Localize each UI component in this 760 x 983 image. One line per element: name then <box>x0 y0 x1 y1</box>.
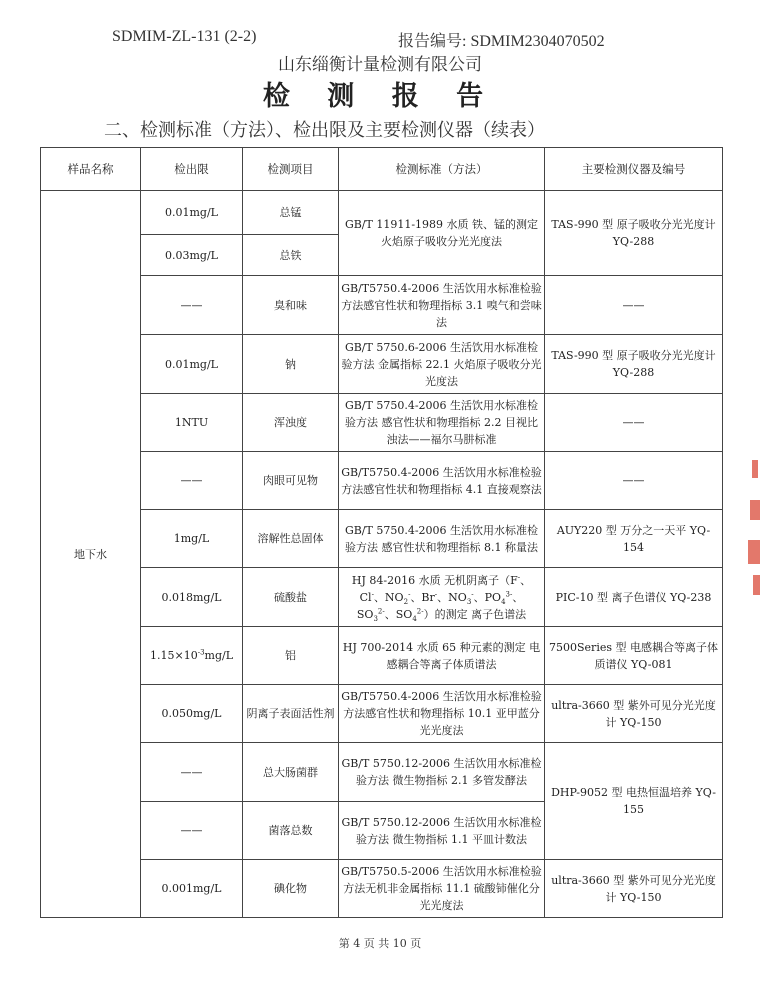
standard-cell: GB/T 11911-1989 水质 铁、锰的测定 火焰原子吸收分光光度法 <box>339 191 545 276</box>
standard-cell: GB/T5750.5-2006 生活饮用水标准检验方法无机非金属指标 11.1 硫酸铈催化分光光度法 <box>339 860 545 918</box>
table-row <box>41 685 723 743</box>
table-row <box>41 394 723 452</box>
standard-cell: GB/T5750.4-2006 生活饮用水标准检验方法感官性状和物理指标 3.1 嗅气和尝味法 <box>339 276 545 335</box>
standard-text: ）的测定 离子色谱法 <box>423 607 527 621</box>
standard-cell: GB/T 5750.6-2006 生活饮用水标准检验方法 金属指标 22.1 火焰原子吸收分光光度法 <box>339 335 545 394</box>
standard-text: 、NO <box>373 590 404 604</box>
header-standard: 检测标准（方法） <box>339 148 545 191</box>
limit-text: 1.15×10 <box>149 649 198 662</box>
report-number: 报告编号: SDMIM2304070502 <box>398 33 605 50</box>
item-cell: 菌落总数 <box>243 802 339 860</box>
limit-cell: —— <box>141 276 243 335</box>
instrument-cell: 7500Series 型 电感耦合等离子体质谱仪 YQ-081 <box>545 627 723 685</box>
standard-text: 、SO <box>356 590 524 621</box>
header-test-item: 检测项目 <box>243 148 339 191</box>
item-cell: 肉眼可见物 <box>243 452 339 510</box>
standard-cell: GB/T 5750.4-2006 生活饮用水标准检验方法 感官性状和物理指标 8.1 称量法 <box>339 510 545 568</box>
limit-cell: 1NTU <box>141 394 243 452</box>
report-title: 检 测 报 告 <box>262 81 498 112</box>
instrument-cell: ultra-3660 型 紫外可见分光光度计 YQ-150 <box>545 685 723 743</box>
header-detection-limit: 检出限 <box>141 148 243 191</box>
table-row <box>41 568 723 627</box>
limit-cell: 0.001mg/L <box>141 860 243 918</box>
item-cell: 总锰 <box>243 191 339 235</box>
instrument-cell: —— <box>545 452 723 510</box>
item-cell: 臭和味 <box>243 276 339 335</box>
limit-exponent: -3 <box>197 648 205 657</box>
limit-cell: 0.01mg/L <box>141 335 243 394</box>
limit-cell: 0.01mg/L <box>141 191 243 235</box>
instrument-cell: TAS-990 型 原子吸收分光光度计 YQ-288 <box>545 191 723 276</box>
standard-text: 、Cl <box>359 573 532 604</box>
limit-cell <box>141 627 243 685</box>
item-cell: 铝 <box>243 627 339 685</box>
standard-text: 、Br <box>410 590 435 604</box>
instrument-cell: TAS-990 型 原子吸收分光光度计 YQ-288 <box>545 335 723 394</box>
standard-cell: GB/T5750.4-2006 生活饮用水标准检验方法感官性状和物理指标 4.1 直接观察法 <box>339 452 545 510</box>
sample-name-cell: 地下水 <box>41 191 141 918</box>
item-cell: 浑浊度 <box>243 394 339 452</box>
document-code: SDMIM-ZL-131 (2-2) <box>112 28 257 45</box>
limit-cell: —— <box>141 743 243 802</box>
table-header-row <box>41 148 723 191</box>
item-cell: 碘化物 <box>243 860 339 918</box>
item-cell: 硫酸盐 <box>243 568 339 627</box>
limit-cell: —— <box>141 802 243 860</box>
item-cell: 总大肠菌群 <box>243 743 339 802</box>
standard-cell: GB/T 5750.4-2006 生活饮用水标准检验方法 感官性状和物理指标 2.2 目视比浊法——福尔马肼标准 <box>339 394 545 452</box>
limit-cell: 0.03mg/L <box>141 235 243 276</box>
item-cell: 钠 <box>243 335 339 394</box>
standards-table <box>40 147 723 918</box>
limit-cell: —— <box>141 452 243 510</box>
table-row <box>41 276 723 335</box>
instrument-cell: —— <box>545 276 723 335</box>
instrument-cell: PIC-10 型 离子色谱仪 YQ-238 <box>545 568 723 627</box>
table-row <box>41 452 723 510</box>
section-title: 二、检测标准（方法）、检出限及主要检测仪器（续表） <box>104 120 545 141</box>
header-sample-name: 样品名称 <box>41 148 141 191</box>
standard-text: 、NO <box>437 590 467 604</box>
table-row <box>41 627 723 685</box>
standard-cell: GB/T 5750.12-2006 生活饮用水标准检验方法 微生物指标 1.1 平皿计数法 <box>339 802 545 860</box>
item-cell: 总铁 <box>243 235 339 276</box>
item-cell: 阴离子表面活性剂 <box>243 685 339 743</box>
page-number: 第 4 页 共 10 页 <box>338 937 422 950</box>
standard-cell: GB/T5750.4-2006 生活饮用水标准检验方法感官性状和物理指标 10.1 亚甲蓝分光光度法 <box>339 685 545 743</box>
stamp-fragment <box>738 0 760 983</box>
standard-text: 、SO <box>384 607 413 621</box>
standard-cell: HJ 84-2016 水质 无机阴离子（F-、Cl-、$NO_2^-$、Br-、$NO_3^-$、$PO_4^{3-}$、$SO_3^{2-}$、$SO_4^{2-}$）的测定 离子色谱法 <box>339 568 545 627</box>
instrument-cell: ultra-3660 型 紫外可见分光光度计 YQ-150 <box>545 860 723 918</box>
table-row <box>41 743 723 802</box>
limit-cell: 1mg/L <box>141 510 243 568</box>
limit-unit: mg/L <box>204 649 234 662</box>
standard-cell: GB/T 5750.12-2006 生活饮用水标准检验方法 微生物指标 2.1 多管发酵法 <box>339 743 545 802</box>
standard-text: 、PO <box>473 590 502 604</box>
instrument-cell: —— <box>545 394 723 452</box>
instrument-cell: DHP-9052 型 电热恒温培养 YQ-155 <box>545 743 723 860</box>
limit-cell: 0.018mg/L <box>141 568 243 627</box>
limit-cell: 0.050mg/L <box>141 685 243 743</box>
table-row <box>41 860 723 918</box>
table-row <box>41 335 723 394</box>
item-cell: 溶解性总固体 <box>243 510 339 568</box>
table-row <box>41 510 723 568</box>
table-row <box>41 191 723 235</box>
standard-text: HJ 84-2016 水质 无机阴离子（F <box>351 573 518 587</box>
header-instrument: 主要检测仪器及编号 <box>545 148 723 191</box>
standard-cell: HJ 700-2014 水质 65 种元素的测定 电感耦合等离子体质谱法 <box>339 627 545 685</box>
instrument-cell: AUY220 型 万分之一天平 YQ-154 <box>545 510 723 568</box>
company-name: 山东缁衡计量检测有限公司 <box>278 55 482 75</box>
